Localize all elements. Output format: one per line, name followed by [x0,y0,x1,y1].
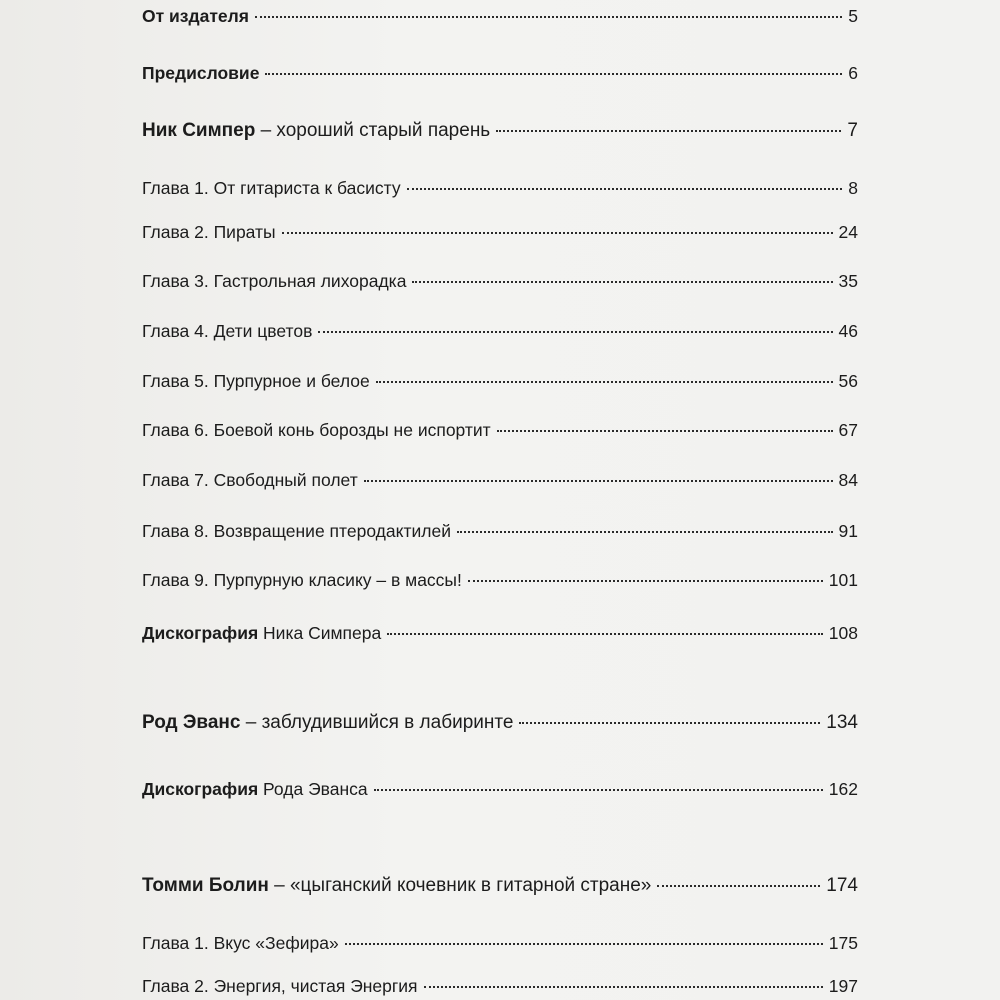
toc-entry-title: Глава 1. От гитариста к басисту [142,178,401,198]
toc-page-number: 35 [838,271,858,291]
dot-leader [345,943,823,945]
toc-entry-discography-evans [142,778,858,800]
toc-entry-title: От издателя [142,6,249,26]
toc-entry-title: Глава 6. Боевой конь борозды не испортит [142,420,491,440]
dot-leader [387,633,823,635]
dot-leader [496,130,841,132]
dot-leader [412,281,832,283]
toc-entry-ot-izdatelya [142,5,858,27]
toc-entry-discography-simper [142,622,858,644]
toc-entry-tommy-bolin [142,875,858,897]
toc-page-number: 67 [838,420,858,440]
toc-entry-title: Глава 3. Гастрольная лихорадка [142,271,407,291]
toc-entry-title: Глава 2. Пираты [142,222,276,242]
toc-page-number: 5 [848,6,858,26]
dot-leader [318,331,832,333]
toc-entry-chapter-7 [142,469,858,491]
toc-entry-title: Род Эванс – заблудившийся в лабиринте [142,712,514,733]
dot-leader [407,188,843,190]
toc-entry-title: Глава 7. Свободный полет [142,470,358,490]
toc-entry-title: Глава 1. Вкус «Зефира» [142,933,339,953]
toc-entry-title: Предисловие [142,63,260,83]
dot-leader [364,480,833,482]
toc-entry-chapter-1 [142,177,858,199]
toc-entry-chapter-3 [142,270,858,292]
toc-page-number: 24 [838,222,858,242]
toc-page-number: 197 [828,976,858,996]
dot-leader [519,722,820,724]
toc-page-number: 162 [828,779,858,799]
toc-entry-nik-simper [142,120,858,142]
toc-page-number: 91 [838,521,858,541]
toc-page-number: 8 [848,178,858,198]
toc-entry-chapter-2 [142,221,858,243]
toc-entry-title: Ник Симпер – хороший старый парень [142,120,491,141]
toc-entry-title: Глава 5. Пурпурное и белое [142,371,370,391]
dot-leader [255,16,842,18]
dot-leader [374,789,823,791]
dot-leader [468,580,823,582]
toc-page-number: 101 [828,570,858,590]
toc-entry-title: Глава 2. Энергия, чистая Энергия [142,976,418,996]
dot-leader [497,430,833,432]
toc-entry-chapter-8 [142,520,858,542]
toc-page-number: 56 [838,371,858,391]
toc-entry-chapter-5 [142,370,858,392]
toc-entry-chapter-6 [142,419,858,441]
toc-page-number: 84 [838,470,858,490]
toc-page-number: 175 [828,933,858,953]
toc-page-number: 134 [826,712,858,733]
dot-leader [265,73,842,75]
toc-entry-title: Томми Болин – «цыганский кочевник в гитарной стране» [142,875,652,896]
toc-entry-title: Дискография Рода Эванса [142,779,368,799]
dot-leader [457,531,833,533]
toc-entry-predislovie [142,62,858,84]
dot-leader [424,986,823,988]
toc-entry-rod-evans [142,712,858,734]
toc-page-number: 7 [847,120,858,141]
dot-leader [657,885,820,887]
toc-entry-tb-chapter-2 [142,975,858,997]
toc-entry-tb-chapter-1 [142,932,858,954]
toc-entry-title: Глава 9. Пурпурную класику – в массы! [142,570,462,590]
toc-entry-chapter-9 [142,569,858,591]
dot-leader [282,232,833,234]
dot-leader [376,381,833,383]
toc-entry-title: Дискография Ника Симпера [142,623,382,643]
toc-entry-chapter-4 [142,320,858,342]
toc-page-number: 6 [848,63,858,83]
toc-page-number: 46 [838,321,858,341]
toc-page-number: 108 [828,623,858,643]
toc-page-number: 174 [826,875,858,896]
toc-entry-title: Глава 8. Возвращение птеродактилей [142,521,451,541]
toc-entry-title: Глава 4. Дети цветов [142,321,313,341]
